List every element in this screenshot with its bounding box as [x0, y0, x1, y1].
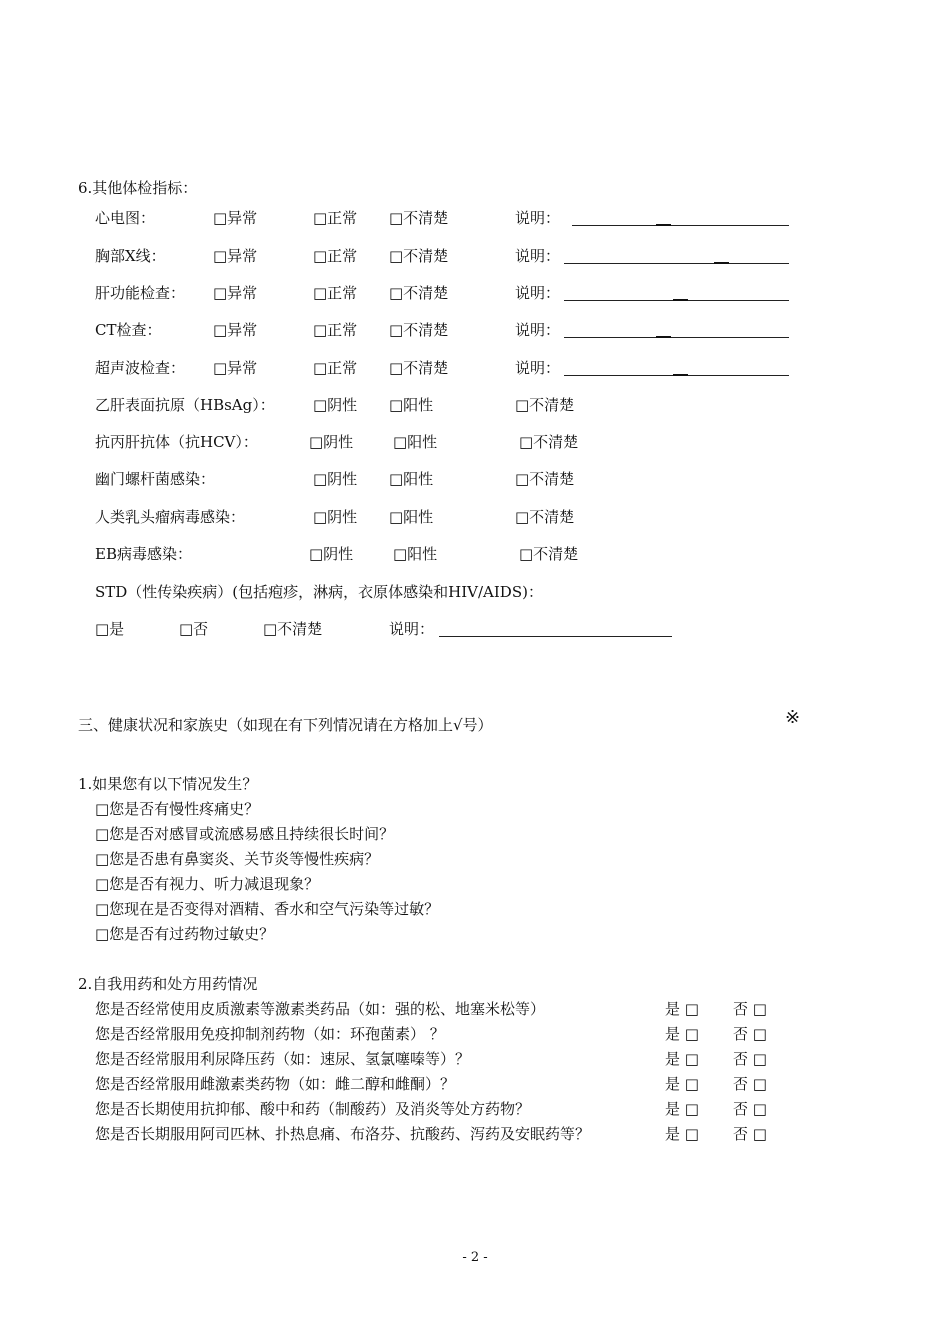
section-6-title: 6.其他体检指标：: [78, 179, 198, 197]
abnormal-checkbox[interactable]: □异常: [213, 359, 258, 377]
positive-checkbox[interactable]: □阳性: [393, 433, 438, 451]
abnormal-checkbox[interactable]: □异常: [213, 321, 258, 339]
no-checkbox[interactable]: 否 □: [733, 1000, 767, 1018]
note-field[interactable]: [572, 225, 789, 226]
q1-item-checkbox[interactable]: □您是否有过药物过敏史？: [95, 925, 275, 943]
abnormal-checkbox[interactable]: □异常: [213, 284, 258, 302]
q1-item-checkbox[interactable]: □您是否有慢性疼痛史？: [95, 800, 260, 818]
std-note-field[interactable]: [439, 636, 672, 637]
yes-checkbox[interactable]: 是 □: [665, 1100, 699, 1118]
unknown-checkbox[interactable]: □不清楚: [519, 433, 579, 451]
field-mark: [673, 374, 688, 376]
q1-item-checkbox[interactable]: □您现在是否变得对酒精、香水和空气污染等过敏？: [95, 900, 440, 918]
std-label: STD（性传染疾病）(包括疱疹，淋病，衣原体感染和HIV/AIDS)：: [95, 583, 543, 601]
exam-label: 肝功能检查：: [95, 284, 186, 302]
field-mark: [673, 299, 688, 301]
note-field[interactable]: [564, 263, 789, 264]
yes-checkbox[interactable]: 是 □: [665, 1000, 699, 1018]
negative-checkbox[interactable]: □阴性: [309, 545, 354, 563]
q2-question: 您是否长期服用阿司匹林、扑热息痛、布洛芬、抗酸药、泻药及安眠药等？: [95, 1125, 591, 1143]
positive-checkbox[interactable]: □阳性: [389, 508, 434, 526]
section-3-title: 三、健康状况和家族史（如现在有下列情况请在方格加上√号）: [78, 716, 493, 734]
unknown-checkbox[interactable]: □不清楚: [519, 545, 579, 563]
no-checkbox[interactable]: 否 □: [733, 1125, 767, 1143]
q1-item-checkbox[interactable]: □您是否患有鼻窦炎、关节炎等慢性疾病？: [95, 850, 380, 868]
note-label: 说明：: [515, 247, 561, 265]
exam-label: 胸部X线：: [95, 247, 166, 265]
no-checkbox[interactable]: 否 □: [733, 1075, 767, 1093]
no-checkbox[interactable]: 否 □: [733, 1025, 767, 1043]
field-mark: [714, 262, 729, 264]
q2-question: 您是否长期使用抗抑郁、酸中和药（制酸药）及消炎等处方药物？: [95, 1100, 531, 1118]
unknown-checkbox[interactable]: □不清楚: [389, 321, 449, 339]
note-label: 说明：: [515, 321, 561, 339]
exam-label: 心电图：: [95, 209, 156, 227]
q2-question: 您是否经常服用雌激素类药物（如：雌二醇和雌酮）？: [95, 1075, 456, 1093]
infection-label: 抗丙肝抗体（抗HCV）：: [95, 433, 258, 451]
note-label: 说明：: [515, 359, 561, 377]
normal-checkbox[interactable]: □正常: [313, 321, 358, 339]
exam-label: CT检查：: [95, 321, 162, 339]
abnormal-checkbox[interactable]: □异常: [213, 247, 258, 265]
negative-checkbox[interactable]: □阴性: [309, 433, 354, 451]
unknown-checkbox[interactable]: □不清楚: [389, 359, 449, 377]
q2-question: 您是否经常服用利尿降压药（如：速尿、氢氯噻嗪等）？: [95, 1050, 471, 1068]
note-label: 说明：: [515, 209, 561, 227]
unknown-checkbox[interactable]: □不清楚: [389, 247, 449, 265]
no-checkbox[interactable]: 否 □: [733, 1050, 767, 1068]
q1-item-checkbox[interactable]: □您是否对感冒或流感易感且持续很长时间？: [95, 825, 395, 843]
unknown-checkbox[interactable]: □不清楚: [389, 209, 449, 227]
std-no-checkbox[interactable]: □否: [179, 620, 209, 638]
normal-checkbox[interactable]: □正常: [313, 247, 358, 265]
normal-checkbox[interactable]: □正常: [313, 284, 358, 302]
infection-label: 乙肝表面抗原（HBsAg）：: [95, 396, 275, 414]
yes-checkbox[interactable]: 是 □: [665, 1050, 699, 1068]
unknown-checkbox[interactable]: □不清楚: [515, 396, 575, 414]
infection-label: 幽门螺杆菌感染：: [95, 470, 216, 488]
yes-checkbox[interactable]: 是 □: [665, 1025, 699, 1043]
yes-checkbox[interactable]: 是 □: [665, 1125, 699, 1143]
unknown-checkbox[interactable]: □不清楚: [515, 508, 575, 526]
infection-label: EB病毒感染：: [95, 545, 192, 563]
question-1-title: 1.如果您有以下情况发生？: [78, 775, 258, 793]
positive-checkbox[interactable]: □阳性: [393, 545, 438, 563]
negative-checkbox[interactable]: □阴性: [313, 508, 358, 526]
normal-checkbox[interactable]: □正常: [313, 359, 358, 377]
std-unknown-checkbox[interactable]: □不清楚: [263, 620, 323, 638]
q2-question: 您是否经常使用皮质激素等激素类药品（如：强的松、地塞米松等）: [95, 1000, 546, 1018]
std-yes-checkbox[interactable]: □是: [95, 620, 125, 638]
abnormal-checkbox[interactable]: □异常: [213, 209, 258, 227]
exam-label: 超声波检查：: [95, 359, 186, 377]
q1-item-checkbox[interactable]: □您是否有视力、听力减退现象？: [95, 875, 320, 893]
note-label: 说明：: [515, 284, 561, 302]
yes-checkbox[interactable]: 是 □: [665, 1075, 699, 1093]
no-checkbox[interactable]: 否 □: [733, 1100, 767, 1118]
normal-checkbox[interactable]: □正常: [313, 209, 358, 227]
field-mark: [656, 336, 671, 338]
positive-checkbox[interactable]: □阳性: [389, 470, 434, 488]
question-2-title: 2.自我用药和处方用药情况: [78, 975, 258, 993]
field-mark: [656, 224, 671, 226]
unknown-checkbox[interactable]: □不清楚: [389, 284, 449, 302]
infection-label: 人类乳头瘤病毒感染：: [95, 508, 246, 526]
unknown-checkbox[interactable]: □不清楚: [515, 470, 575, 488]
reference-mark-icon: ※: [785, 707, 801, 728]
page-number: - 2 -: [462, 1250, 488, 1265]
negative-checkbox[interactable]: □阴性: [313, 470, 358, 488]
positive-checkbox[interactable]: □阳性: [389, 396, 434, 414]
std-note-label: 说明：: [389, 620, 435, 638]
q2-question: 您是否经常服用免疫抑制剂药物（如：环孢菌素） ？: [95, 1025, 445, 1043]
note-field[interactable]: [564, 337, 789, 338]
negative-checkbox[interactable]: □阴性: [313, 396, 358, 414]
